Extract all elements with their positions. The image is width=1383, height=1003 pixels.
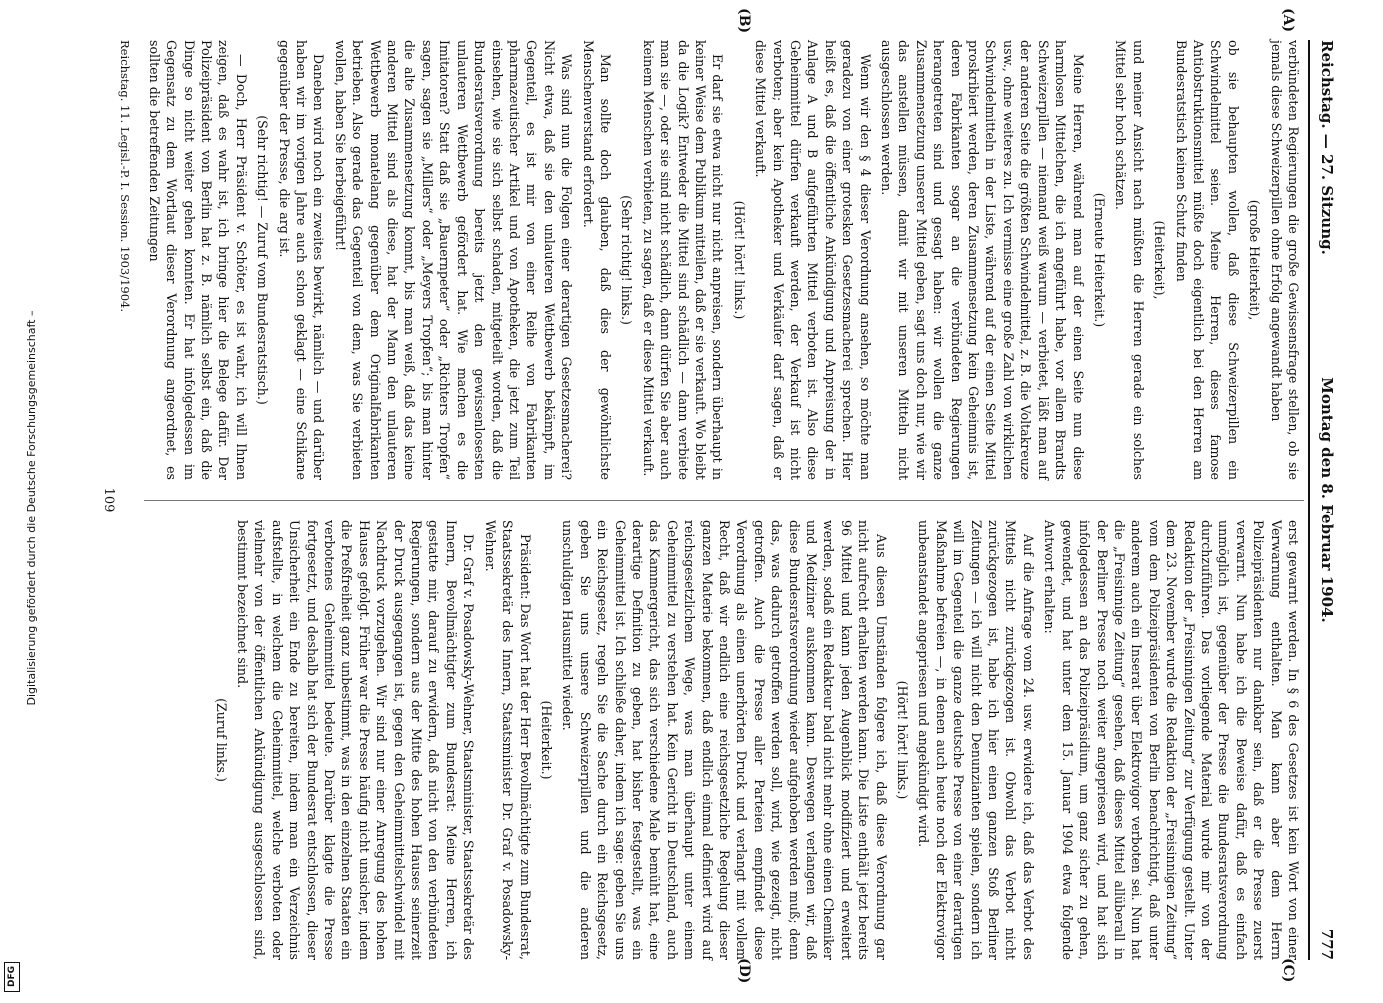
header-page-number: 777 (1317, 928, 1336, 960)
margin-marker-c: (C) (1279, 958, 1296, 983)
interjection: (große Heiterkeit), (1246, 199, 1262, 321)
paragraph: Er darf sie etwa nicht nur nicht anpreisen, sondern überhaupt in keiner Weise dem Publikum mitteilen, daß er sie verkauft. Wo bleibt da die Logik? Entweder die Mittel sind schädlich — dann verbiete man sie —, oder sie sind nicht schädlich, dann dürfen Sie aber auch keinem Menschen verbieten, zu sagen, daß er diese Mittel verkauft. (640, 40, 725, 480)
interjection: (Sehr richtig! — Zuruf vom Bundesratstisch.) (254, 115, 270, 405)
interjection: (Sehr richtig! links.) (618, 195, 634, 325)
paragraph: und meiner Ansicht nach müßten die Herren gerade ein solches Mittel sehr hoch schätzen. (1112, 40, 1146, 480)
header-date: Montag den 8. Februar 1904. (1317, 377, 1336, 623)
interjection: (Hört! hört! links.) (731, 200, 747, 320)
interjection: (Hört! hört! links.) (894, 680, 910, 800)
interjection: (Heiterkeit.) (538, 700, 554, 780)
paragraph: Aus diesen Umständen folgere ich, daß diese Verordnung gar nicht aufrecht erhalten werden kann. Die Liste enthält jetzt bereits 96 Mittel und kann jeden Augenblick modifiziert und erweitert werden, sodaß ein Redakteur bald nicht mehr ohne einen Chemiker und Mediziner auskommen kann. Deswegen verlangen wir, daß diese Bundesratsverordnung wieder aufgehoben werden muß; denn das, was dadurch getroffen werden soll, wird, wie gezeigt, nicht getroffen. Auch die Presse aller Parteien empfindet diese Verordnung als einen unerhörten Druck und verlangt mit vollem Recht, daß wir endlich eine reichsgesetzliche Regelung dieser ganzen Materie bekommen, daß endlich einmal definiert wird auf reichsgesetzlichem Wege, was man überhaupt unter einem Geheimmittel zu verstehen hat. Kein Gericht in Deutschland, auch das Kammergericht, das sich verschiedene Male bemüht hat, eine derartige Definition zu geben, hat bisher festgestellt, was ein Geheimmittel ist. Ich schließe daher, indem ich sage: geben Sie uns ein Reichsgesetz, regeln Sie die Sache durch ein Reichsgesetz, geben Sie uns unsere Schweizerpillen und die anderen unschuldigen Hausmittel wieder. (559, 520, 889, 960)
paragraph: Wenn wir den § 4 dieser Verordnung ansehen, so möchte man geradezu von einer grotesken Gesetzesmacherei sprechen. Hier heißt es, daß die öffentliche Ankündigung und Anpreisung der in Anlage A und B aufgeführten Mittel verboten ist. Also diese Geheimmittel dürfen verkauft werden, der Verkauf ist nicht verboten; aber kein Apotheker und Verkäufer darf sagen, daß er diese Mittel verkauft. (752, 40, 873, 480)
document-page (32, 8, 1352, 984)
right-column (208, 520, 1302, 960)
paragraph: Was sind nun die Folgen einer derartigen Gesetzesmacherei? Nicht etwa, daß sie den unlauteren Wettbewerb bekämpft, im Gegenteil, es ist mir von einer Reihe von Fabrikanten pharmazeutischer Artikel und von Apotheken, die jetzt zum Teil einsehen, wie sie sich selbst schaden, mitgeteilt worden, daß die Bundesratsverordnung bereits jetzt den gewissenlosesten unlauteren Wettbewerb gefördert hat. Wie machen es die Imitatoren? Statt daß sie „Bauernpeter“ oder „Richters Tropfen“ sagen, sagen sie „Millers“ oder „Meyers Tropfen“; bis man hinter die alte Zusammensetzung kommt, bis man weiß, daß das keine anderen Mittel sind als diese, hat der Mann den unlauteren Wettbewerb monatelang gegenüber dem Originalfabrikanten betrieben. Also gerade das Gegenteil von dem, was Sie verbieten wollen, haben Sie herbeigeführt! (332, 40, 574, 480)
column-divider (144, 500, 1304, 501)
digitization-credit: Digitalisierung gefördert durch die Deutsche Forschungsgemeinschaft – (25, 310, 38, 706)
paragraph: Dr. Graf v. Posadowsky-Wehner, Staatsminister, Staatssekretär des Innern, Bevollmächtigter zum Bundesrat: Meine Herren, ich gestatte mir, darauf zu erwidern, daß nicht von den verbündeten Regierungen, sondern aus der Mitte des hohen Hauses seinerzeit der Druck ausgegangen ist, gegen den Geheimmittelschwindel mit Nachdruck vorzugehen. Wir sind nur einer Anregung des hohen Hauses gefolgt. Früher war die Presse häufig nicht unsicher, indem die Preßfreiheit ganz unbestimmt, was in den einzelnen Staaten ein verbotenes Geheimmittel bedeute. Darüber klagte die Presse fortgesetzt, und deshalb hat sich der Bundesrat entschlossen, dieser Unsicherheit ein Ende zu bereiten, indem man ein Verzeichnis aufstellte, in welchem die Geheimmittel, welche verboten oder vielmehr von der öffentlichen Ankündigung ausgeschlossen sind, bestimmt bezeichnet sind. (234, 520, 476, 960)
paragraph: Auf die Anfrage vom 24. usw. erwidere ich, daß das Verbot des Mittels nicht zurückgezogen ist. Obwohl das Verbot nicht zurückgezogen ist, habe ich hier einen ganzen Stoß Berliner Zeitungen — ich will nicht den Denunzianten spielen, sondern ich will im Gegenteil die ganze deutsche Presse von einer derartigen Maßnahme befreien —, in denen auch heute noch der Elektrovigor unbeanstandet angepriesen und angekündigt wird. (915, 520, 1036, 960)
left-column (141, 40, 1302, 480)
dfg-logo (4, 962, 20, 992)
paragraph: Man sollte doch glauben, daß dies der gewöhnlichste Menschenverstand erfordert. (580, 40, 613, 480)
header-left: Reichstag. — 27. Sitzung. (1317, 40, 1336, 255)
paragraph: erst gewarnt werden. In § 6 des Gesetzes ist kein Wort von einer Verwarnung enthalten. Man kann aber dem Herrn Polizeipräsidenten nur dankbar sein, daß er die Presse zuerst verwarnt. Nun habe ich die Beweise dafür, daß es einfach unmöglich ist, gegenüber der Presse die Bundesratsverordnung durchzuführen. Das vorliegende Material wurde mir von der Redaktion der „Freisinnigen Zeitung“ zur Verfügung gestellt. Unter dem 23. November wurde die Redaktion der „Freisinnigen Zeitung“ vom dem Polizeipräsidenten von Berlin benachrichtigt, daß unter anderem auch ein Inserat über Elektrovigor verboten sei. Nun hat die „Freisinnige Zeitung“ gesehen, daß dieses Mittel allüberall in der Berliner Presse noch weiter angepriesen wird, und hat sich infolgedessen an das Polizeipräsidium, um ganz sicher zu gehen, gewendet, und hat unter dem 15. Januar 1904 etwa folgende Antwort erhalten: (1041, 520, 1301, 960)
footer-session: Reichstag. 11. Legisl.-P. I. Session. 1903/1904. (117, 40, 132, 313)
paragraph: verbündeten Regierungen die große Gewissensfrage stellen, ob sie jemals diese Schweizerpillen ohne Erfolg angewandt haben (1268, 40, 1301, 480)
paragraph: — Doch, Herr Präsident v. Schöter, es ist wahr, ich will Ihnen zeigen, daß es wahr ist, ich bringe hier die Belege dafür. Der Polizeipräsident von Berlin hat z. B. nämlich selbst ein, daß die Dinge so nicht weiter gehen konnten. Er hat infolgedessen im Gegensatz zu dem Wortlaut dieser Verordnung angeordnet, es sollten die betreffenden Zeitungen (146, 40, 249, 480)
margin-marker-d: (D) (735, 958, 752, 984)
interjection: (Heiterkeit), (1151, 220, 1167, 300)
paragraph: Meine Herren, während man auf der einen Seite nun diese harmlosen Mittelchen, die ich angeführt habe, vor allem Brandts Schweizerpillen — niemand weiß warum — verbietet, läßt man auf der anderen Seite die größten Schwindelmittel, z. B. die Voltakreuze usw., ohne weiteres zu. Ich vermisse eine große Zahl von wirklichen Schwindelmitteln in der Liste, während auf der einen Seite Mittel proskribiert werden, deren Zusammensetzung kein Geheimnis ist, deren Fabrikanten sogar an die verbündeten Regierungen herangetreten sind und gesagt haben: wir wollen die ganze Zusammensetzung unserer Mittel geben, sagt uns doch nur, wie wir das anstellen müssen, damit wir mit unseren Mitteln nicht ausgeschlossen werden. (878, 40, 1086, 480)
interjection: (Zuruf links.) (213, 698, 229, 782)
interjection: (Erneute Heiterkeit.) (1091, 192, 1107, 328)
dfg-logo-text: DFG (7, 966, 17, 988)
margin-marker-b: (B) (735, 8, 752, 34)
paragraph: Daneben wird noch ein zweites bewirkt, nämlich — und darüber haben wir im vorigen Jahre auch schon geklagt — eine Schikane gegenüber der Presse, die arg ist. (276, 40, 326, 480)
footer-page-number: 109 (100, 487, 116, 513)
paragraph: ob sie behaupten wollen, daß diese Schweizerpillen ein Schwindelmittel seien. Meine Herren, dieses famose Antiobstruktionsmittel müßte doch eigentlich bei den Herren am Bundesratstisch keinen Schutz finden (1173, 40, 1241, 480)
paragraph: Präsident: Das Wort hat der Herr Bevollmächtigte zum Bundesrat, Staatssekretär des Innern, Staatsminister Dr. Graf v. Posadowsky-Wehner. (482, 520, 533, 960)
page-header (1314, 40, 1336, 960)
header-rule (1308, 40, 1310, 960)
margin-marker-a: (A) (1279, 8, 1296, 33)
